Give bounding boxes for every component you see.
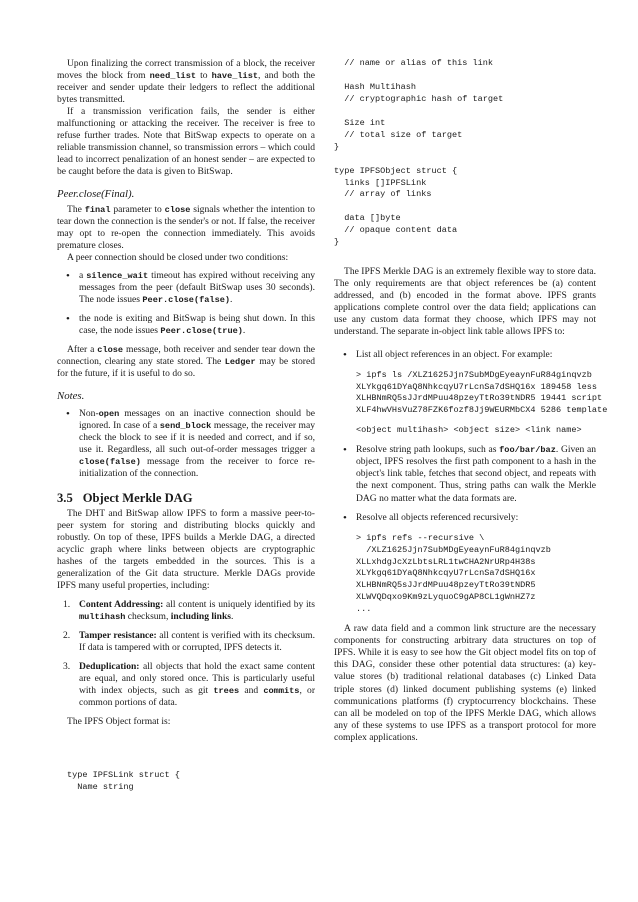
list-item bbox=[334, 512, 596, 617]
paragraph-final-param bbox=[57, 204, 315, 252]
term: Content Addressing: bbox=[79, 598, 164, 610]
text: may be stored for the future, if it is useful to do so. bbox=[57, 356, 315, 380]
list-item bbox=[57, 408, 315, 480]
code-need-list: need_list bbox=[149, 71, 197, 82]
text: the node is exiting and BitSwap is being shut down. In this case, the node issues bbox=[79, 312, 315, 336]
code-close-false: close(false) bbox=[79, 457, 141, 468]
term: Tamper resistance: bbox=[79, 629, 157, 641]
code-block-ipfslink: type IPFSLink struct { Name string bbox=[67, 770, 180, 793]
text: , and both the receiver and sender update their ledgers to reflect the additional bytes transmitted. bbox=[57, 70, 316, 106]
text: message from the receiver to force re-initialization of the connection. bbox=[79, 456, 315, 480]
close-conditions-list bbox=[57, 270, 315, 337]
text: all content is uniquely identified by its bbox=[163, 598, 316, 610]
text: . Given an object, IPFS resolves the first path component to a hash in the object's link table, fetches that second object, and repeats with the next component. Thus, string paths can walk the Merkle DAG no matter what the data formats are. bbox=[356, 444, 596, 504]
code-commits: commits bbox=[263, 686, 300, 697]
heading-notes: Notes. bbox=[57, 390, 85, 403]
text: timeout has expired without receiving any messages from the peer (default BitSwap uses 30 seconds). The node issues bbox=[79, 269, 315, 305]
list-item bbox=[57, 599, 315, 623]
text: , or common portions of data. bbox=[79, 685, 315, 709]
paragraph-merkle-intro: The DHT and BitSwap allow IPFS to form a massive peer-to-peer system for storing and distributing blocks quickly and robustly. On top of these, IPFS builds a Merkle DAG, a directed acyclic graph where links between objects are cryptographic hashes of the targets embedded in the sources. This is a generalization of the Git data structure. Merkle DAGs provide IPFS many useful properties, including: bbox=[57, 507, 315, 591]
list-item bbox=[334, 444, 596, 504]
code-close: close bbox=[97, 344, 124, 355]
text: Resolve string path lookups, such as bbox=[356, 444, 500, 456]
section-number: 3.5 bbox=[57, 491, 73, 506]
left-column bbox=[57, 58, 315, 794]
code-final: final bbox=[84, 204, 111, 215]
text: a bbox=[79, 269, 87, 281]
code-ipfs-refs: > ipfs refs --recursive \ /XLZ1625Jjn7SubMDgEyeaynFuR84ginqvzb XLLxhdgJcXzLbtsLRL1twCHA2NrURp4H38s XLYkgq61DYaQ8NhkcqyU7rLcnSa7dSHQ16x XLHBNmRQ5sJJrdMPuu48pzeyTtRo39tNDR5 XLWVQDqxo9Km9zLyquoC9gAP8CL1gWnHZ7z ... bbox=[356, 532, 551, 615]
notes-list bbox=[57, 408, 315, 480]
heading-peer-close: Peer.close(Final). bbox=[57, 188, 135, 201]
code-block-struct: // name or alias of this link Hash Multihash // cryptographic hash of target Size int // total size of target } type IPFSObject struct { links []IPFSLink // array of links data []byte // opaque content data } bbox=[334, 58, 504, 248]
term: including links bbox=[170, 610, 231, 622]
capabilities-list bbox=[334, 348, 608, 617]
list-item bbox=[57, 630, 315, 654]
list-number: 2. bbox=[63, 629, 71, 641]
text: messages on an inactive connection should be ignored. In case of a bbox=[79, 408, 315, 432]
code-open: open bbox=[98, 409, 120, 420]
code-close: close bbox=[164, 204, 191, 215]
text: The bbox=[67, 203, 85, 215]
paragraph-block-transfer bbox=[57, 58, 315, 106]
code-ipfs-ls: > ipfs ls /XLZ1625Jjn7SubMDgEyeaynFuR84ginqvzb XLYkgq61DYaQ8NhkcqyU7rLcnSa7dSHQ16x 189458 less XLHBNmRQ5sJJrdMPuu48pzeyTtRo39tNDR5 19441 script XLF4hwVHsVuZ78FZK6fozf8Jj9WEURMbCX4 5286 template bbox=[356, 369, 608, 416]
list-item bbox=[57, 270, 315, 306]
code-have-list: have_list bbox=[211, 71, 259, 82]
paragraph-after-close bbox=[57, 344, 315, 380]
paragraph-dag-flexible: The IPFS Merkle DAG is an extremely flexible way to store data. The only requirements are that object references be (a) content addressed, and (b) encoded in the format above. IPFS grants applications complete control over the data field; applications can use any custom data format they choose, which IPFS may not understand. The separate in-object link table allows IPFS to: bbox=[334, 266, 596, 338]
paragraph-raw-data: A raw data field and a common link structure are the necessary components for constructing arbitrary data structures on top of IPFS. While it is easy to see how the Git object model fits on top of this DAG, consider these other potential data structures: (a) key-value stores (b) traditional relational databases (c) Linked Data triple stores (d) linked document publishing systems (e) linked communications platforms (f) cryptocurrency blockchains. These can all be modeled on top of the IPFS Merkle DAG, which allows any of these systems to use IPFS as a transport protocol for more complex applications. bbox=[334, 623, 596, 743]
text: and bbox=[239, 685, 264, 697]
text: Upon finalizing the correct transmission of a block, the receiver moves the block from bbox=[57, 58, 315, 82]
text: all objects that hold the exact same content are equal, and only stored once. This is particularly useful with index objects, such as git bbox=[79, 661, 315, 697]
paragraph-verification: If a transmission verification fails, the sender is either malfunctioning or attacking the receiver. The receiver is free to refuse further trades. Note that BitSwap expects to operate on a reliable transmission channel, so transmission errors – which could lead to incorrect penalization of an honest sender – are expected to be caught before the data is given to BitSwap. bbox=[57, 106, 315, 178]
section-title: Object Merkle DAG bbox=[82, 491, 193, 506]
text: Resolve all objects referenced recursively: bbox=[356, 511, 519, 523]
list-item bbox=[57, 661, 315, 709]
text: all content is verified with its checksum. If data is tampered with or corrupted, IPFS detects it. bbox=[79, 629, 315, 653]
paragraph-object-format: The IPFS Object format is: bbox=[67, 716, 171, 728]
text: message, both receiver and sender tear down the connection, clearing any state stored. The bbox=[57, 343, 315, 368]
right-column bbox=[334, 58, 608, 744]
code-send-block: send_block bbox=[159, 421, 212, 432]
section-heading bbox=[57, 492, 315, 504]
text: After a bbox=[67, 343, 98, 355]
text: parameter to bbox=[110, 203, 165, 215]
text: message, the receiver may check the block to see if it is needed and correct, and if so, use it. Regardless, all such out-of-order messages trigger a bbox=[79, 420, 315, 456]
list-item bbox=[57, 313, 315, 337]
code-trees: trees bbox=[213, 686, 240, 697]
text: signals whether the intention to tear down the connection is the sender's or not. If false, the receiver may opt to re-open the connection immediately. This avoids premature closes. bbox=[57, 203, 316, 251]
code-multihash: multihash bbox=[79, 611, 126, 622]
list-item bbox=[334, 348, 608, 438]
code-ledger: Ledger bbox=[224, 357, 256, 368]
text: List all object references in an object. For example: bbox=[356, 348, 553, 360]
text: . bbox=[231, 610, 234, 622]
text: . bbox=[230, 293, 233, 305]
list-number: 1. bbox=[63, 598, 71, 610]
code-silence-wait: silence_wait bbox=[86, 270, 149, 281]
code-path: foo/bar/baz bbox=[499, 445, 556, 456]
properties-list bbox=[57, 599, 315, 709]
text: . bbox=[242, 324, 246, 336]
term: Deduplication: bbox=[79, 661, 140, 673]
paragraph-close-conditions: A peer connection should be closed under two conditions: bbox=[67, 251, 289, 263]
code-ls-format: <object multihash> <object size> <link name> bbox=[356, 425, 582, 436]
text: Non- bbox=[79, 408, 99, 420]
text: to bbox=[196, 70, 212, 82]
list-number: 3. bbox=[63, 661, 71, 673]
code-peer-close-false: Peer.close(false) bbox=[142, 294, 231, 305]
text: checksum, bbox=[125, 610, 171, 622]
code-peer-close-true: Peer.close(true) bbox=[160, 325, 243, 336]
